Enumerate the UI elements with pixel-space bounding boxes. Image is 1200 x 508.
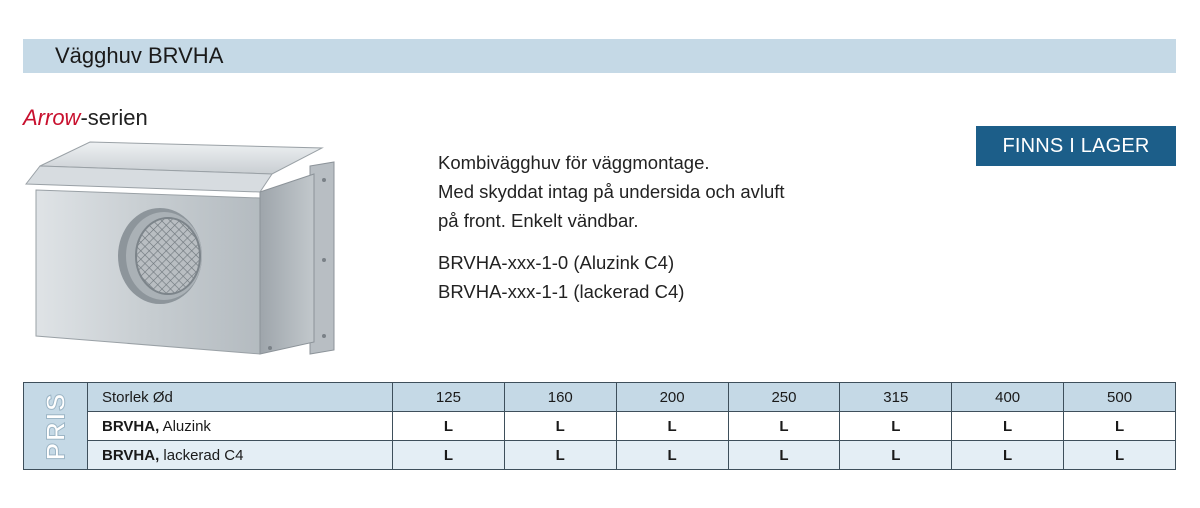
product-image: [22, 140, 344, 366]
table-cell: L: [616, 412, 728, 441]
in-stock-badge: FINNS I LAGER: [976, 126, 1176, 166]
size-header: 200: [616, 383, 728, 412]
title-bar: [23, 39, 1176, 73]
table-cell: L: [840, 412, 952, 441]
table-cell: L: [1064, 412, 1176, 441]
table-cell: L: [728, 441, 840, 470]
table-cell: L: [393, 412, 505, 441]
variant-list: [438, 248, 684, 306]
table-cell: L: [952, 412, 1064, 441]
size-header: 160: [504, 383, 616, 412]
size-header: 315: [840, 383, 952, 412]
row-label-rest: lackerad C4: [159, 446, 244, 464]
row-label-rest: Aluzink: [159, 417, 211, 435]
variant-item: BRVHA-xxx-1-0 (Aluzink C4): [438, 252, 675, 273]
variant-item: BRVHA-xxx-1-1 (lackerad C4): [438, 281, 685, 302]
table-cell: L: [728, 412, 840, 441]
size-header: 500: [1064, 383, 1176, 412]
description-line: på front. Enkelt vändbar.: [438, 210, 639, 231]
table-cell: L: [952, 441, 1064, 470]
table-cell: L: [504, 412, 616, 441]
table-row: [24, 412, 1176, 441]
pris-side-label-cell: [24, 383, 88, 470]
table-cell: L: [393, 441, 505, 470]
table-row: [24, 441, 1176, 470]
series-label: [23, 105, 148, 131]
table-cell: L: [1064, 441, 1176, 470]
series-suffix: -serien: [80, 105, 148, 130]
price-table: [23, 382, 1176, 470]
row-label-bold: BRVHA,: [102, 417, 160, 435]
size-header-label: Storlek Ød: [88, 383, 393, 412]
table-cell: L: [616, 441, 728, 470]
row-label-bold: BRVHA,: [102, 446, 160, 464]
series-brand: Arrow: [23, 105, 81, 130]
size-header: 250: [728, 383, 840, 412]
row-label: [88, 441, 393, 470]
description-line: Med skyddat intag på undersida och avluft: [438, 181, 785, 202]
table-cell: L: [840, 441, 952, 470]
page-title: Vägghuv BRVHA: [55, 43, 224, 68]
pris-label: PRIS: [40, 391, 70, 461]
size-header: 400: [952, 383, 1064, 412]
description-line: Kombivägghuv för väggmontage.: [438, 152, 710, 173]
size-header: 125: [393, 383, 505, 412]
table-header-row: [24, 383, 1176, 412]
product-description: [438, 148, 785, 235]
table-cell: L: [504, 441, 616, 470]
row-label: [88, 412, 393, 441]
